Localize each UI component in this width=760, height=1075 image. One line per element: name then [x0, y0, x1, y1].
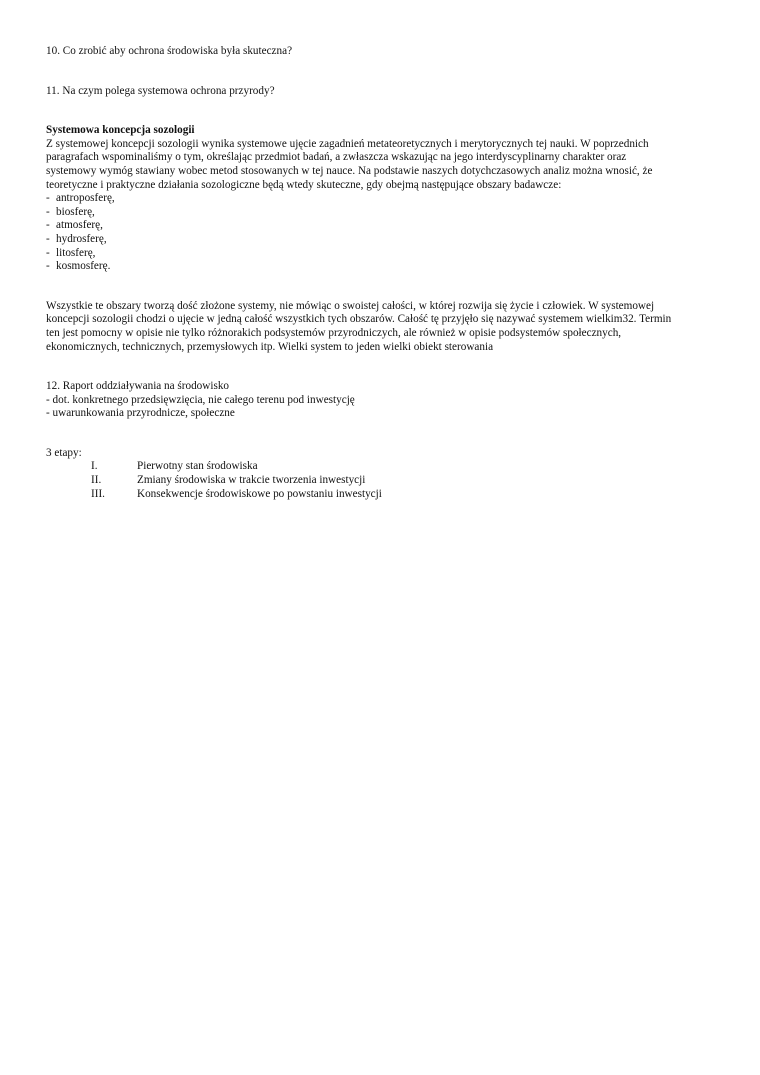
stage-item — [91, 474, 718, 488]
list-item — [46, 260, 718, 274]
section-paragraph — [46, 138, 718, 192]
dash-bullet: - — [46, 205, 50, 218]
paragraph-line: Z systemowej koncepcji sozologii wynika systemowe ujęcie zagadnień metateoretycznych i merytorycznych tej nauki. W poprzednich — [46, 137, 649, 150]
stages-label: 3 etapy: — [46, 446, 82, 459]
dash-bullet: - — [46, 219, 50, 232]
list-item-text: atmosferę, — [56, 219, 103, 232]
stages-list — [46, 460, 718, 501]
list-item-text: antroposferę, — [56, 192, 115, 205]
systems-paragraph — [46, 300, 718, 354]
research-areas-list — [46, 192, 718, 274]
list-item — [46, 192, 718, 206]
dash-bullet: - — [46, 232, 50, 245]
list-item-text: biosferę, — [56, 205, 95, 218]
stage-number: I. — [91, 460, 98, 473]
stage-number: III. — [91, 487, 105, 500]
question-12: 12. Raport oddziaływania na środowisko — [46, 380, 230, 393]
question-12-point: - uwarunkowania przyrodnicze, społeczne — [46, 407, 235, 420]
document-page — [46, 45, 718, 501]
paragraph-line: koncepcji sozologii chodzi o ujęcie w jedną całość wszystkich tych obszarów. Całość tę przyjęło się nazywać systemem wielkim32. Termin — [46, 313, 672, 326]
paragraph-line: paragrafach wspominaliśmy o tym, określając przedmiot badań, a zwłaszcza wskazując na jego interdyscyplinarny charakter oraz — [46, 151, 627, 164]
list-item — [46, 233, 718, 247]
question-11: 11. Na czym polega systemowa ochrona przyrody? — [46, 84, 275, 97]
list-item-text: kosmosferę. — [56, 260, 111, 273]
paragraph-line: teoretyczne i praktyczne działania sozologiczne będą wtedy skuteczne, gdy obejmą następujące obszary badawcze: — [46, 178, 562, 191]
stage-number: II. — [91, 474, 102, 487]
paragraph-line: systemowy wymóg stawiany wobec metod stosowanych w tej nauce. Na podstawie naszych dotychczasowych analiz można wnosić, że — [46, 164, 653, 177]
list-item — [46, 219, 718, 233]
list-item — [46, 206, 718, 220]
paragraph-line: Wszystkie te obszary tworzą dość złożone systemy, nie mówiąc o swoistej całości, w której rozwija się życie i człowiek. W systemowej — [46, 299, 655, 312]
stage-item — [91, 460, 718, 474]
dash-bullet: - — [46, 192, 50, 205]
question-12-point: - dot. konkretnego przedsięwzięcia, nie całego terenu pod inwestycję — [46, 393, 355, 406]
paragraph-line: ekonomicznych, technicznych, przemysłowych itp. Wielki system to jeden wielki obiekt sterowania — [46, 340, 494, 353]
list-item-text: litosferę, — [56, 246, 96, 259]
list-item — [46, 247, 718, 261]
stage-text: Pierwotny stan środowiska — [137, 460, 258, 473]
list-item-text: hydrosferę, — [56, 232, 107, 245]
question-10: 10. Co zrobić aby ochrona środowiska była skuteczna? — [46, 45, 293, 57]
stage-text: Konsekwencje środowiskowe po powstaniu inwestycji — [137, 487, 382, 500]
stage-item — [91, 488, 718, 502]
dash-bullet: - — [46, 260, 50, 273]
paragraph-line: ten jest pomocny w opisie nie tylko różnorakich podsystemów przyrodniczych, ale również w opisie podsystemów społecznych, — [46, 326, 622, 339]
stage-text: Zmiany środowiska w trakcie tworzenia inwestycji — [137, 474, 366, 487]
section-heading: Systemowa koncepcja sozologii — [46, 124, 195, 137]
dash-bullet: - — [46, 246, 50, 259]
